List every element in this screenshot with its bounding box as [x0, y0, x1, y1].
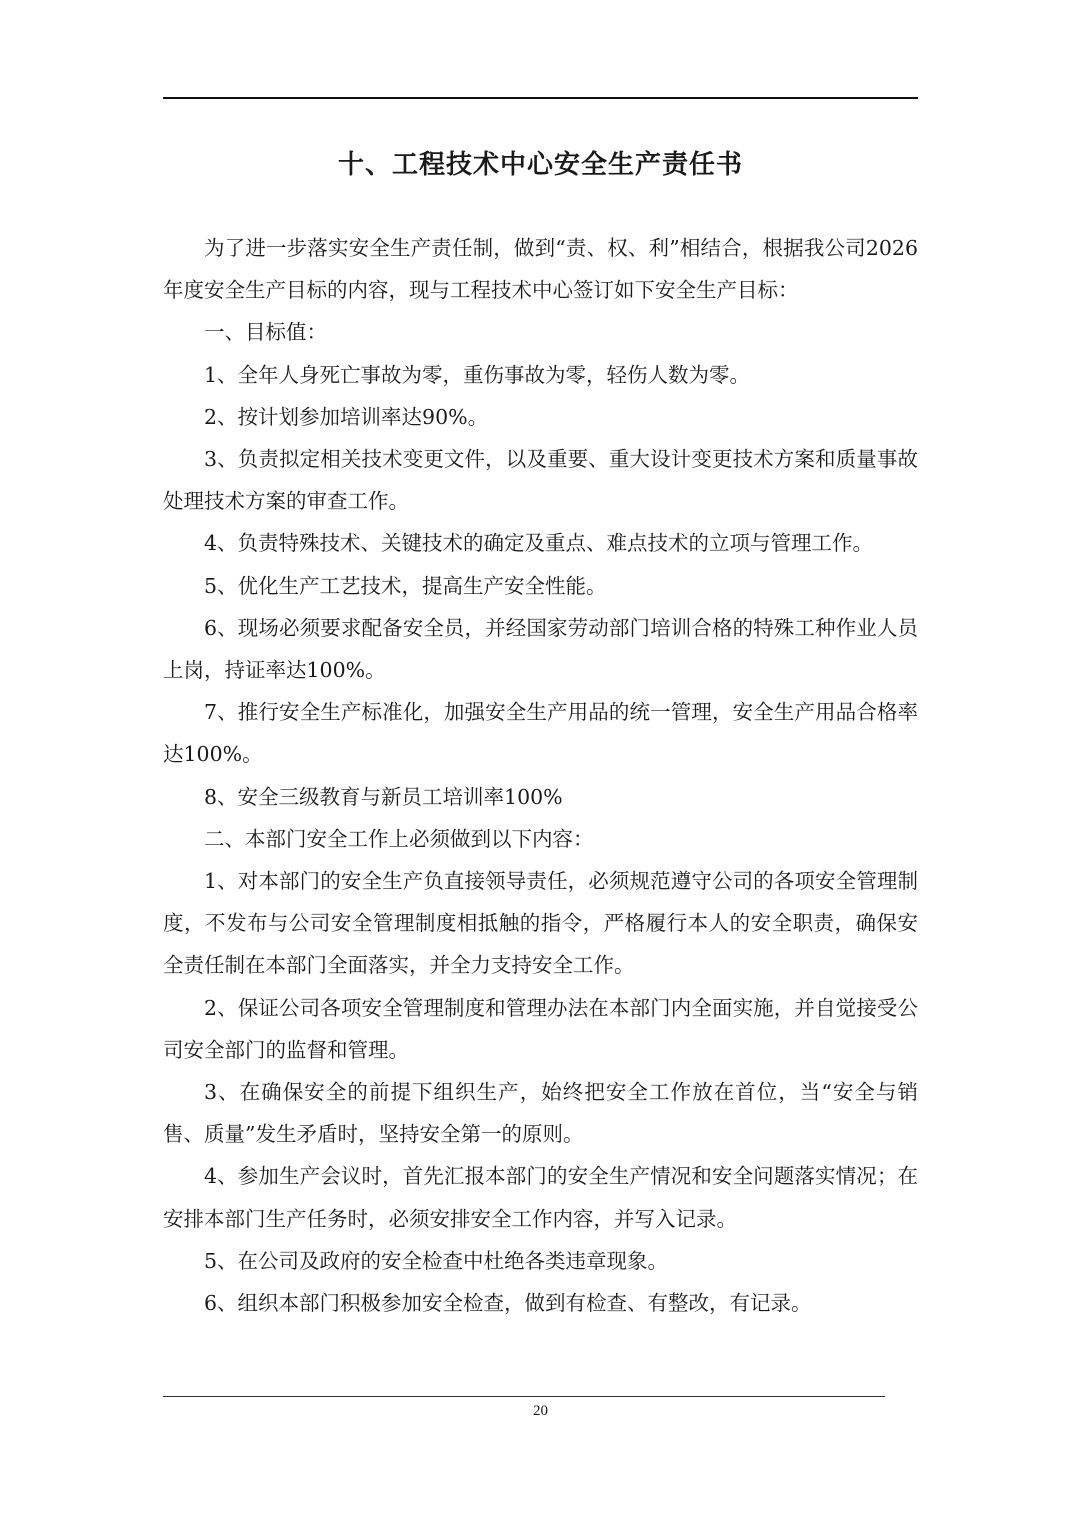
document-title: 十、工程技术中心安全生产责任书 [337, 150, 743, 180]
document-body [163, 227, 918, 1324]
duty-item-1: 1、对本部门的安全生产负直接领导责任，必须规范遵守公司的各项安全管理制度，不发布与公司安全管理制度相抵触的指令，严格履行本人的安全职责，确保安全责任制在本部门全面落实，并全力支持安全工作。 [163, 869, 918, 978]
target-item-1: 1、全年人身死亡事故为零，重伤事故为零，轻伤人数为零。 [204, 362, 751, 387]
duty-item-5: 5、在公司及政府的安全检查中杜绝各类违章现象。 [204, 1248, 669, 1273]
target-item-2: 2、按计划参加培训率达90%。 [204, 404, 489, 429]
duty-item-4: 4、参加生产会议时，首先汇报本部门的安全生产情况和安全问题落实情况；在安排本部门生产任务时，必须安排安全工作内容，并写入记录。 [163, 1164, 918, 1231]
header-rule [163, 97, 918, 99]
section-heading-targets: 一、目标值： [204, 320, 327, 345]
intro-paragraph: 为了进一步落实安全生产责任制，做到“责、权、利”相结合，根据我公司2026年度安全生产目标的内容，现与工程技术中心签订如下安全生产目标： [163, 236, 918, 303]
target-item-7: 7、推行安全生产标准化，加强安全生产用品的统一管理，安全生产用品合格率达100%。 [163, 700, 918, 767]
target-item-8: 8、安全三级教育与新员工培训率100% [204, 784, 563, 809]
target-item-4: 4、负责特殊技术、关键技术的确定及重点、难点技术的立项与管理工作。 [204, 531, 874, 556]
section-heading-duties: 二、本部门安全工作上必须做到以下内容： [204, 826, 594, 851]
target-item-5: 5、优化生产工艺技术，提高生产安全性能。 [204, 573, 607, 598]
duty-item-3: 3、在确保安全的前提下组织生产，始终把安全工作放在首位，当“安全与销售、质量”发生矛盾时，坚持安全第一的原则。 [163, 1080, 918, 1147]
duty-item-2: 2、保证公司各项安全管理制度和管理办法在本部门内全面实施，并自觉接受公司安全部门的监督和管理。 [163, 995, 918, 1062]
page-number: 20 [533, 1403, 548, 1419]
duty-item-6: 6、组织本部门积极参加安全检查，做到有检查、有整改，有记录。 [204, 1291, 812, 1316]
footer-rule [163, 1396, 885, 1397]
target-item-3: 3、负责拟定相关技术变更文件，以及重要、重大设计变更技术方案和质量事故处理技术方案的审查工作。 [163, 447, 918, 514]
target-item-6: 6、现场必须要求配备安全员，并经国家劳动部门培训合格的特殊工种作业人员上岗，持证率达100%。 [163, 615, 918, 683]
